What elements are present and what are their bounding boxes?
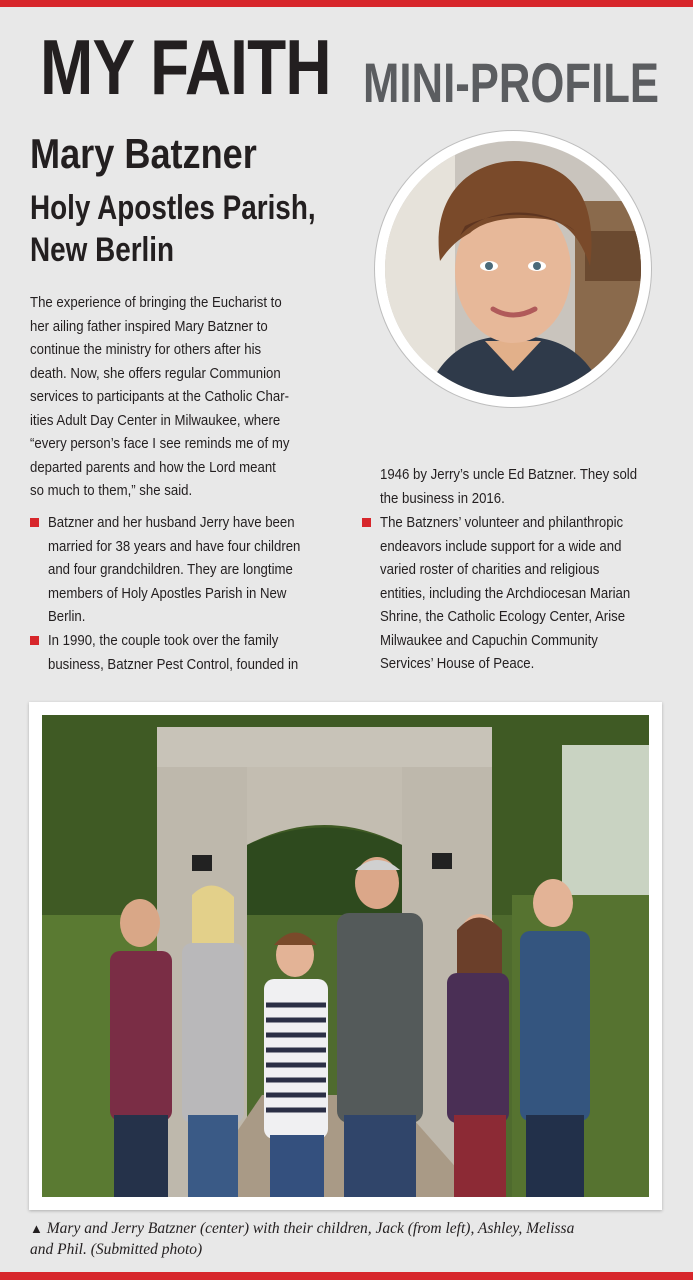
bottom-accent-bar [0, 1272, 693, 1280]
bullet-line: endeavors include support for a wide and [380, 537, 622, 555]
continued-line: 1946 by Jerry’s uncle Ed Batzner. They sold [380, 466, 638, 483]
portrait-image [385, 141, 641, 397]
profile-name: Mary Batzner [30, 130, 257, 177]
caption-text-1: Mary and Jerry Batzner (center) with their children, Jack (from left), Ashley, Melissa [46, 1220, 575, 1237]
header-subtitle: MINI-PROFILE [363, 51, 660, 114]
family-photo [29, 702, 662, 1210]
profile-parish [30, 187, 316, 271]
bullet-line: The Batzners’ volunteer and philanthropic [380, 514, 624, 531]
header-title: MY FAITH [40, 23, 331, 111]
portrait-photo [375, 131, 651, 407]
bullet-item-volunteer [380, 511, 664, 676]
bullet-line: Batzner and her husband Jerry have been [48, 514, 295, 531]
bullet-line: business, Batzner Pest Control, founded in [48, 655, 299, 673]
parish-line-2: New Berlin [30, 231, 175, 269]
family-photo-image [42, 715, 649, 1197]
bullet-line: and four grandchildren. They are longtime [48, 561, 293, 578]
bullet-item-business [48, 629, 332, 676]
continued-line: the business in 2016. [380, 489, 505, 507]
bullet-line: Services’ House of Peace. [380, 655, 535, 672]
parish-line-1: Holy Apostles Parish, [30, 189, 316, 227]
bullet-marker [362, 518, 371, 527]
bullet-line: Berlin. [48, 608, 86, 625]
right-column-continued [380, 463, 680, 510]
caption-line-1 [30, 1218, 670, 1239]
bullet-line: Shrine, the Catholic Ecology Center, Arise [380, 608, 626, 625]
intro-line: continue the ministry for others after his [30, 341, 262, 358]
intro-line: “every person’s face I see reminds me of my [30, 435, 290, 452]
bullet-marker [30, 636, 39, 645]
top-accent-bar [0, 0, 693, 7]
bullet-item-family [48, 511, 335, 629]
intro-line: services to participants at the Catholic Char- [30, 388, 289, 405]
caption-text-2: and Phil. (Submitted photo) [30, 1241, 203, 1258]
intro-line: ities Adult Day Center in Milwaukee, where [30, 411, 281, 429]
intro-line: death. Now, she offers regular Communion [30, 364, 281, 382]
intro-paragraph [30, 291, 348, 503]
intro-line: so much to them,” she said. [30, 482, 193, 499]
intro-line: her ailing father inspired Mary Batzner to [30, 317, 268, 335]
intro-line: The experience of bringing the Eucharist to [30, 294, 282, 311]
bullet-marker [30, 518, 39, 527]
bullet-line: members of Holy Apostles Parish in New [48, 584, 287, 602]
section-header [40, 22, 660, 114]
bullet-line: varied roster of charities and religious [380, 561, 600, 578]
photo-caption [30, 1218, 670, 1260]
bullet-line: In 1990, the couple took over the family [48, 632, 279, 649]
bullet-line: married for 38 years and have four children [48, 537, 301, 555]
bullet-line: entities, including the Archdiocesan Marian [380, 584, 631, 602]
caption-triangle-icon: ▲ [30, 1221, 43, 1236]
bullet-line: Milwaukee and Capuchin Community [380, 631, 598, 649]
intro-line: departed parents and how the Lord meant [30, 458, 276, 476]
